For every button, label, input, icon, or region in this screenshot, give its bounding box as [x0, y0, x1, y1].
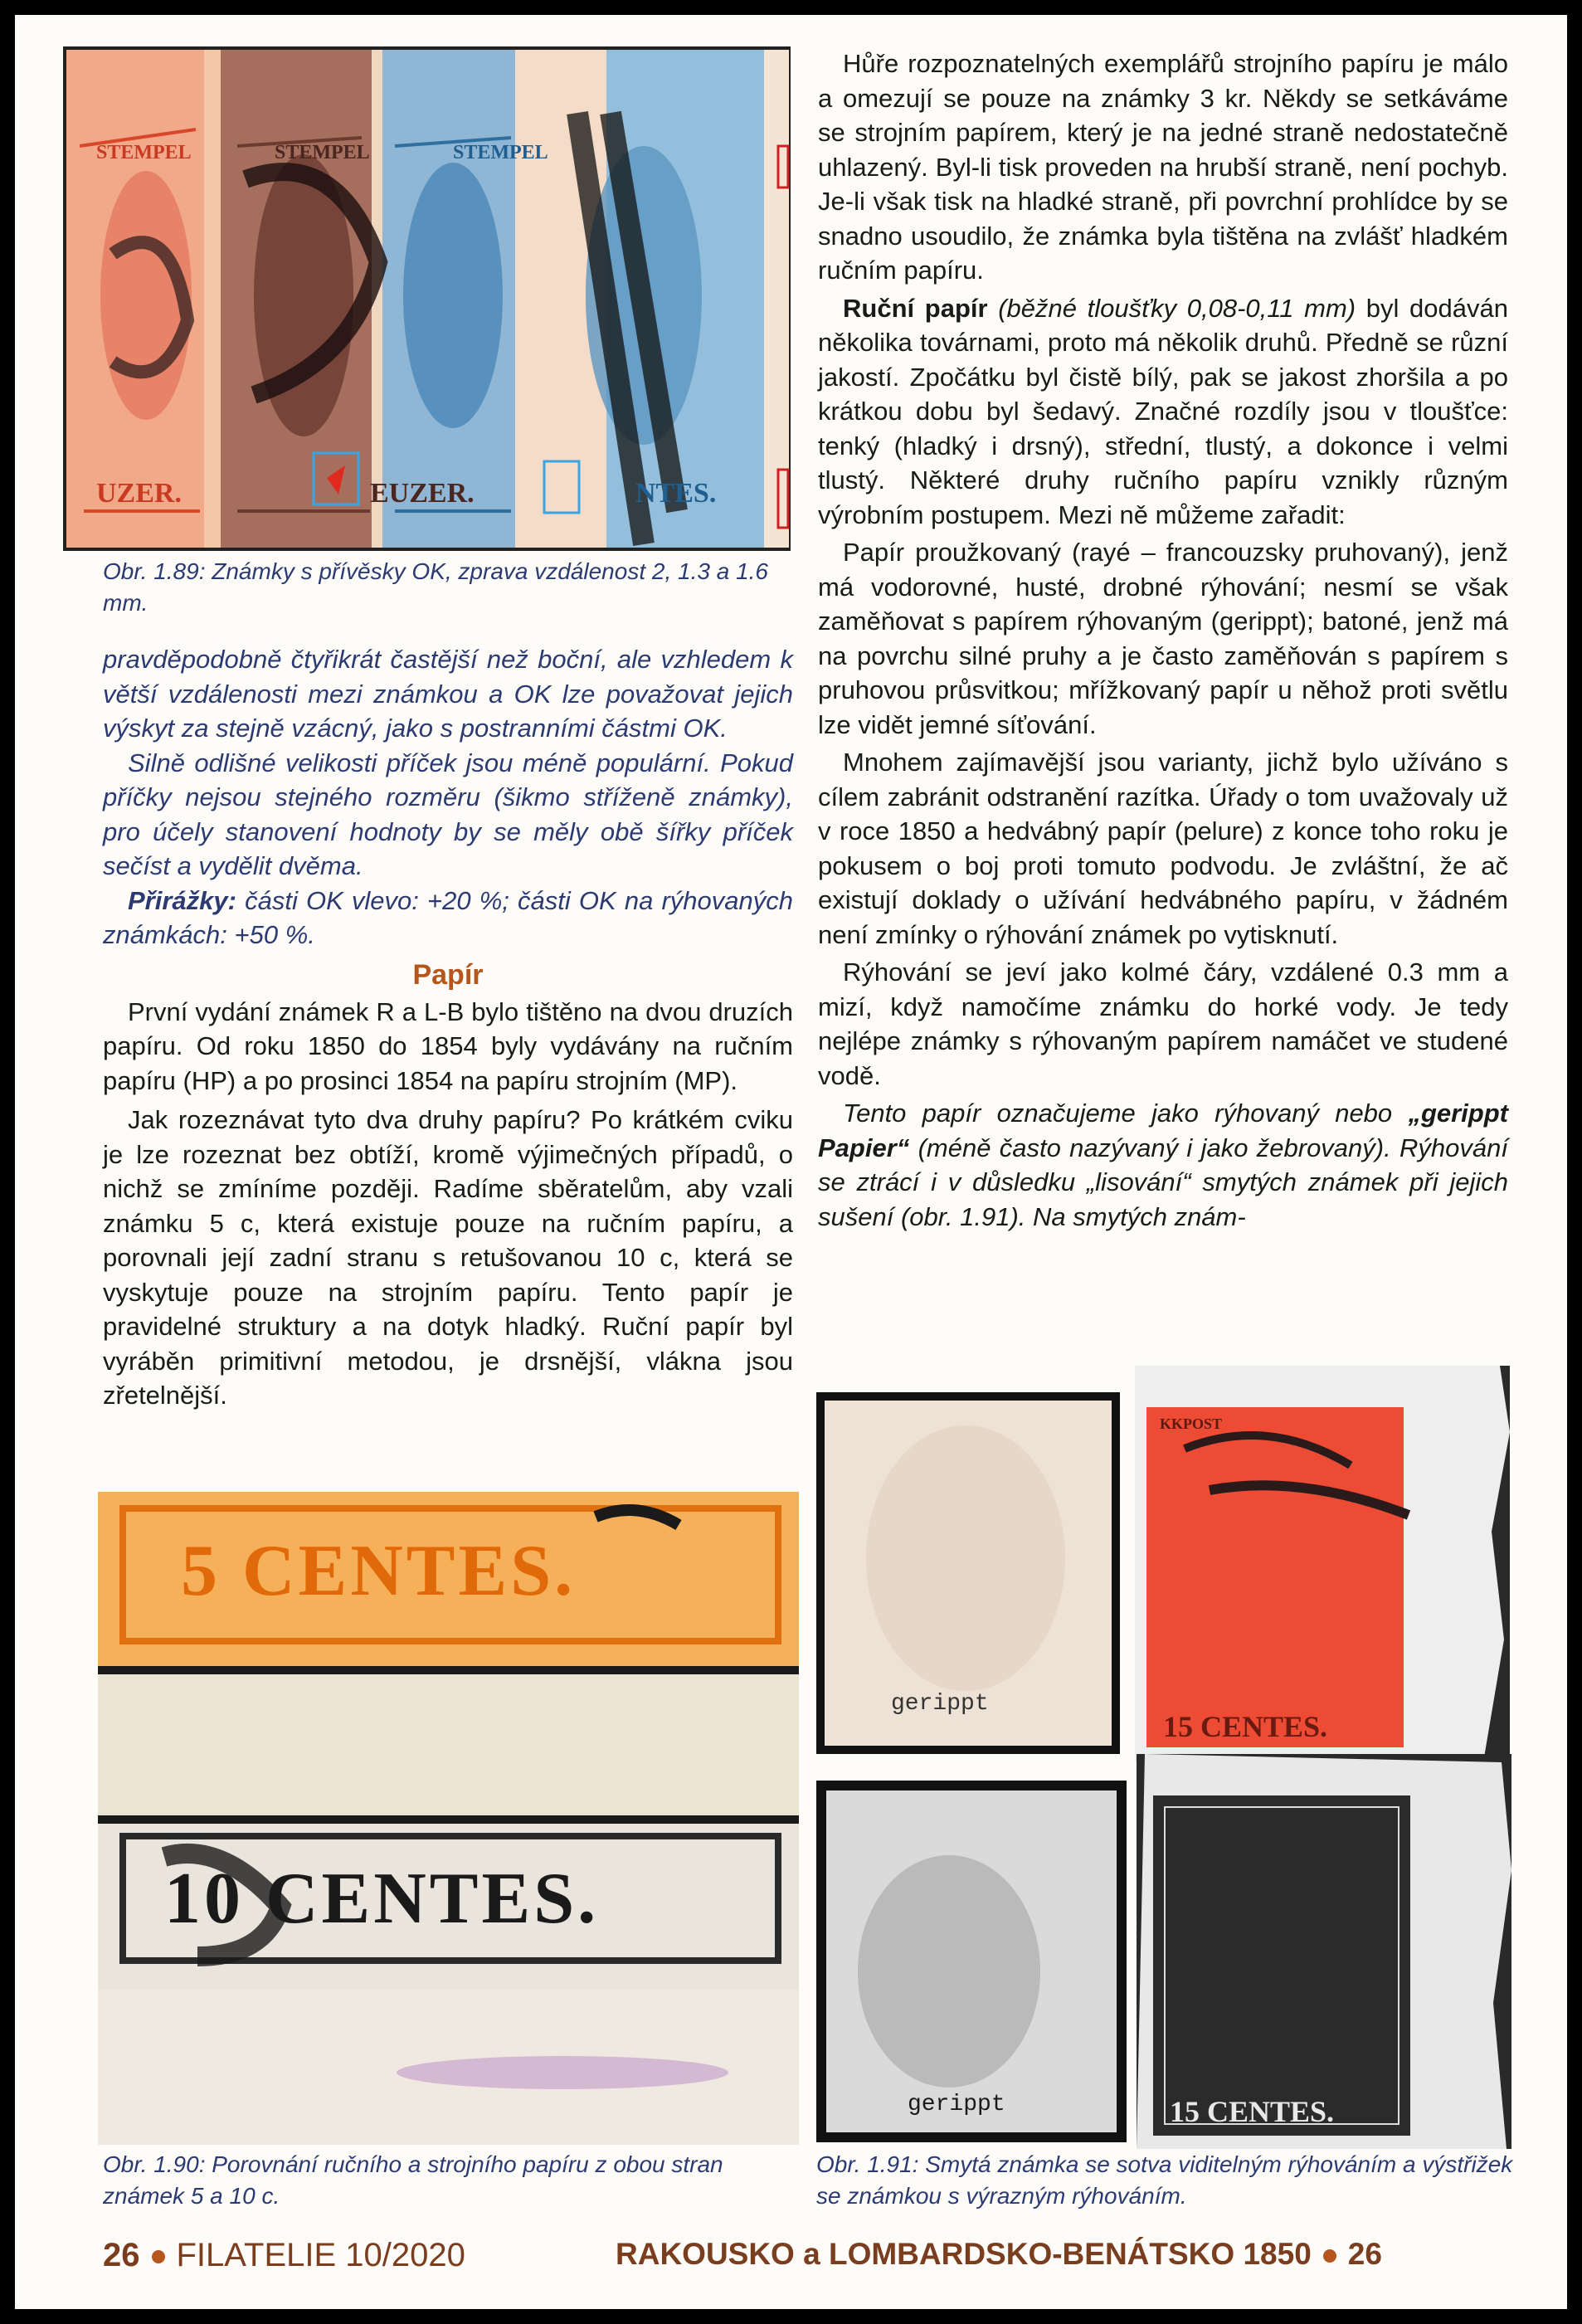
- right-paragraph-6: [818, 1096, 1508, 1234]
- left-paragraph-1: pravděpodobně čtyřikrát častější než boční, ale vzhledem k větší vzdálenosti mezi známkou a OK lze považovat jejich výskyt za stejně vzácný, jako s postranními částmi OK.: [103, 645, 793, 743]
- page-number-left: 26: [103, 2237, 140, 2273]
- gerippt-intro: Tento papír označujeme jako rýhovaný nebo: [843, 1099, 1409, 1128]
- right-paragraph-5: Rýhování se jeví jako kolmé čáry, vzdálené 0.3 mm a mizí, když namočíme známku do horké vody. Je tedy nejlépe známky s rýhovaným papírem namáčet ve studené vodě.: [818, 957, 1508, 1090]
- magazine-issue: FILATELIE 10/2020: [176, 2237, 465, 2273]
- left-paragraph-3: [103, 884, 793, 952]
- series-title: RAKOUSKO a LOMBARDSKO-BENÁTSKO 1850: [616, 2237, 1312, 2271]
- stamp-label-5-centes: 5 CENTES.: [181, 1531, 577, 1611]
- right-paragraph-3: Papír proužkovaný (rayé – francouzsky pruhovaný), jenž má vodorovné, husté, drobné rýhování; nesmí se však zaměňovat s papírem rýhovaným (gerippt); batoné, jenž má na povrchu silné pruhy a je často zaměňován s papírem s pruhovou průsvitkou; mřížkovaný papír u něhož proti světlu lze vidět jemné síťování.: [818, 538, 1508, 739]
- page-footer-left: [103, 2237, 465, 2274]
- footer-dot-icon: [152, 2250, 165, 2263]
- right-column: [818, 46, 1508, 1234]
- right-paragraph-1: Hůře rozpoznatelných exemplářů strojního papíru je málo a omezují se pouze na známky 3 kr. Někdy se setkáváme se strojním papírem, který je na jedné straně nedostatečně uhlazený. Byl-li tisk proveden na hrubší straně, není pochyb. Je-li však tisk na hladké straně, při povrchní prohlídce by se snadno usoudilo, že známka byla tištěna na zvlášť hladkém ručním papíru.: [818, 49, 1508, 285]
- right-paragraph-2: [818, 291, 1508, 533]
- section-heading-papir: Papír: [412, 958, 484, 991]
- stamp-label-kreuzer-2: EUZER.: [370, 478, 475, 509]
- stamp-label-10-centes: 10 CENTES.: [164, 1859, 600, 1939]
- hand-paper-thickness: (běžné tloušťky 0,08-0,11 mm): [998, 293, 1356, 323]
- stamp-label-centes: NTES.: [635, 478, 717, 509]
- figure-1-91-washed-front: [816, 1392, 1120, 1754]
- stamp-label-kreuzer-1: UZER.: [96, 478, 182, 509]
- gerippt-term: „gerippt Papier“: [818, 1099, 1508, 1162]
- gerippt-label-2: gerippt: [908, 2092, 1005, 2117]
- page-number-right: 26: [1347, 2237, 1382, 2271]
- footer-dot-icon-right: [1323, 2249, 1336, 2263]
- magazine-page: [15, 15, 1567, 2309]
- stamp-label-stempel-1: STEMPEL: [96, 142, 192, 163]
- stamp-strip-image: [63, 46, 791, 551]
- surcharge-text: části OK vlevo: +20 %; části OK na rýhovaných známkách: +50 %.: [103, 885, 793, 949]
- stamp-label-stempel-2: STEMPEL: [275, 142, 370, 163]
- caption-fig-1-89: Obr. 1.89: Známky s přívěsky OK, zprava vzdálenost 2, 1.3 a 1.6 mm.: [103, 558, 768, 616]
- left-paragraph-2: Silně odlišné velikosti příček jsou méně populární. Pokud příčky nejsou stejného rozměru (šikmo stříženě známky), pro účely stanovení hodnoty by se měly obě šířky příček sečíst a vydělit dvěma.: [103, 748, 793, 880]
- page-footer-right: [616, 2237, 1382, 2272]
- stamp-label-stempel-3: STEMPEL: [453, 142, 548, 163]
- figure-1-89: [63, 46, 791, 551]
- figure-1-91-washed-back: [816, 1781, 1127, 2142]
- stamp-label-kkpost: KKPOST: [1160, 1415, 1223, 1432]
- caption-fig-1-91: Obr. 1.91: Smytá známka se sotva viditelným rýhováním a výstřižek se známkou s výrazným rýhováním.: [816, 2151, 1513, 2209]
- left-column: [103, 556, 793, 1413]
- stamp-label-15-centes-red: 15 CENTES.: [1163, 1710, 1328, 1743]
- gerippt-label-1: gerippt: [891, 1691, 989, 1717]
- right-paragraph-4: Mnohem zajímavější jsou varianty, jichž bylo užíváno s cílem zabránit odstranění razítka. Úřady o tom uvažovaly už v roce 1850 a hedvábný papír (pelure) z konce toho roku je pokusem o boj proti tomuto podvodu. Je zvláštní, že ač existují doklady o užívání hedvábného papíru, v žádném není zmínky o rýhování známek po vytisknutí.: [818, 748, 1508, 949]
- stamp-label-15-centes-black: 15 CENTES.: [1170, 2095, 1335, 2128]
- hand-paper-text: byl dodáván několika továrnami, proto má několik druhů. Předně se různí jakostí. Zpočátku byl čistě bílý, pak se jakost zhoršila a po krátkou dobu byl šedavý. Značné rozdíly jsou v tloušťce: tenký (hladký i drsný), střední, tlustý, a dokonce i velmi tlustý. Některé druhy ručního papíru vznikly různým výrobním postupem. Mezi ně můžeme zařadit:: [818, 293, 1508, 529]
- left-paragraph-4: První vydání známek R a L-B bylo tištěno na dvou druzích papíru. Od roku 1850 do 1854 byly vydávány na ručním papíru (HP) a po prosinci 1854 na papíru strojním (MP).: [103, 996, 793, 1095]
- surcharge-label: Přirážky:: [128, 885, 236, 915]
- left-paragraph-5: Jak rozeznávat tyto dva druhy papíru? Po krátkém cviku je lze rozeznat bez obtíží, kromě výjimečných případů, o nichž se zmíníme později. Radíme sběratelům, aby vzali známku 5 c, která existuje pouze na ručním papíru, a porovnali její zadní stranu s retušovanou 10 c, která se vyskytuje pouze na strojním papíru. Tento papír je pravidelné struktury a na dotyk hladký. Ruční papír byl vyráběn primitivní metodou, je drsnější, vlákna jsou zřetelnější.: [103, 1105, 793, 1410]
- hand-paper-term: Ruční papír: [843, 293, 988, 323]
- gerippt-text: (méně často nazývaný i jako žebrovaný). Rýhování se ztrácí i v důsledku „lisování“ smytých známek při jejich sušení (obr. 1.91). Na smytých znám-: [818, 1133, 1508, 1231]
- figure-1-90: [98, 1492, 799, 2145]
- figure-1-91-red-stamp: [1135, 1366, 1510, 1762]
- figure-1-91-black-stamp: [1137, 1754, 1511, 2149]
- caption-fig-1-90: Obr. 1.90: Porovnání ručního a strojního papíru z obou stran známek 5 a 10 c.: [103, 2151, 723, 2209]
